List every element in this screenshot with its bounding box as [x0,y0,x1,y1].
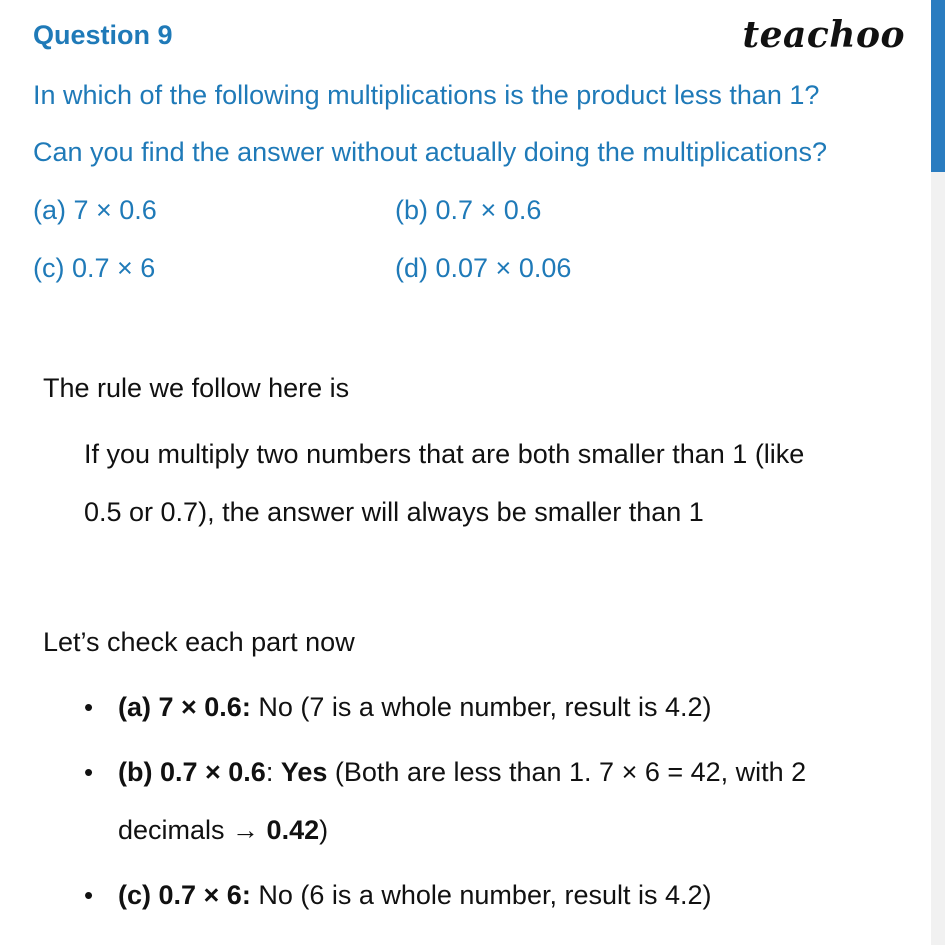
question-line-2: Can you find the answer without actually doing the multiplications? [33,137,827,167]
check-intro: Let’s check each part now [43,627,355,657]
check-item-b [118,757,806,788]
rule-intro: The rule we follow here is [43,373,350,403]
check-item-b-result: 0.42 [266,815,320,845]
option-d: (d) 0.07 × 0.06 [395,253,572,283]
bullet-a: • [84,692,94,722]
option-b: (b) 0.7 × 0.6 [395,195,542,225]
check-item-b-yes: Yes [280,757,328,787]
question-line-1: In which of the following multiplications is the product less than 1? [33,80,820,110]
check-item-c-label: (c) 0.7 × 6: [118,880,251,910]
check-item-a [118,692,712,723]
option-a: (a) 7 × 0.6 [33,195,157,225]
check-item-c-text: No (6 is a whole number, result is 4.2) [250,880,712,910]
check-item-c [118,880,712,911]
check-item-a-text: No (7 is a whole number, result is 4.2) [250,692,712,722]
rule-line-1: If you multiply two numbers that are both smaller than 1 (like [84,439,805,469]
check-item-b-continuation [118,815,328,846]
check-item-b-label: (b) 0.7 × 0.6 [118,757,266,787]
check-item-b-sep: : [265,757,281,787]
check-item-b-text: (Both are less than 1. 7 × 6 = 42, with 2 [327,757,807,787]
check-item-a-label: (a) 7 × 0.6: [118,692,251,722]
bullet-c: • [84,880,94,910]
question-title: Question 9 [33,20,173,50]
teachoo-logo: teachoo [742,14,905,56]
check-item-b-cont-post: ) [319,815,329,845]
check-item-b-cont-pre: decimals → [118,815,267,845]
side-scroll-thumb[interactable] [931,0,945,172]
bullet-b: • [84,757,94,787]
option-c: (c) 0.7 × 6 [33,253,156,283]
rule-line-2: 0.5 or 0.7), the answer will always be smaller than 1 [84,497,704,527]
